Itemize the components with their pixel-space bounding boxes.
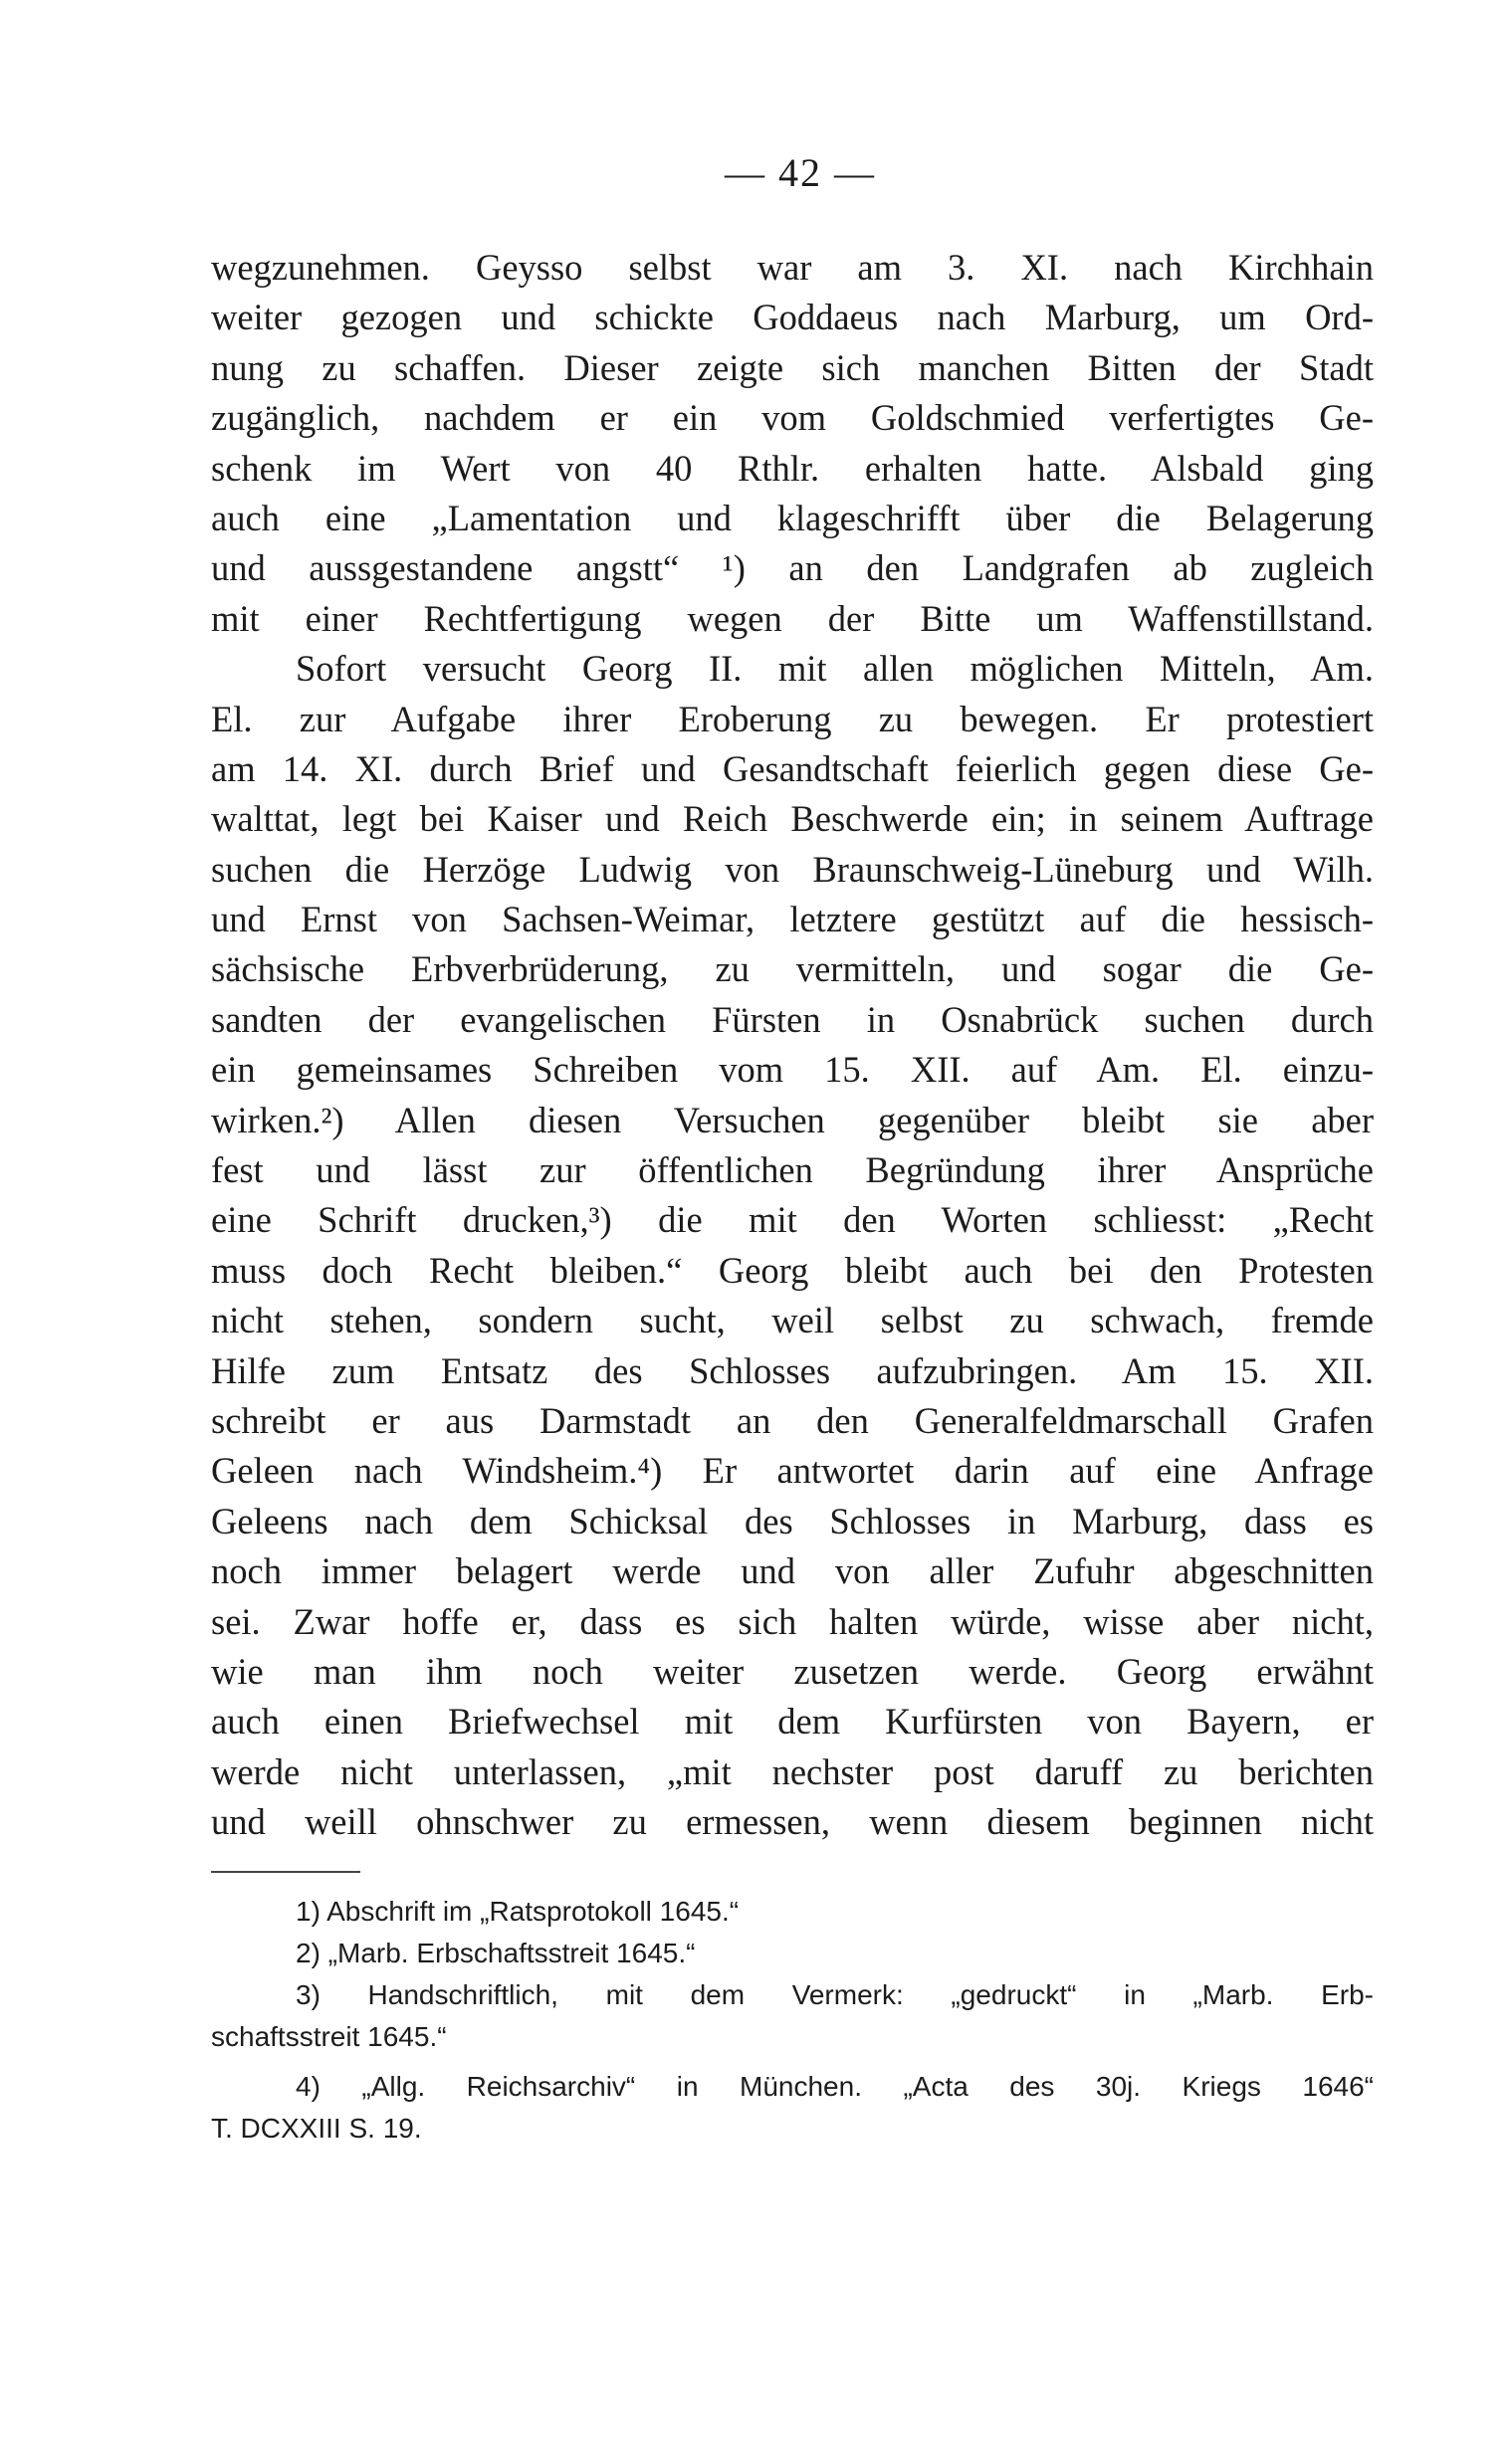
text-line: auch eine „Lamentation und klageschrifft über die Belagerung [211,497,1374,538]
text-line: Geleens nach dem Schicksal des Schlosses in Marburg, dass es [211,1500,1374,1541]
text-line: wie man ihm noch weiter zusetzen werde. Georg erwähnt [211,1650,1374,1692]
footnote-4-continued: T. DCXXIII S. 19. [211,2113,422,2144]
text-line: schenk im Wert von 40 Rthlr. erhalten hatte. Alsbald ging [211,447,1374,489]
text-line: fest und lässt zur öffentlichen Begründung ihrer Ansprüche [211,1149,1374,1191]
footnote-divider [211,1871,360,1873]
text-line: wegzunehmen. Geysso selbst war am 3. XI. nach Kirchhain [211,247,1374,288]
text-line: zugänglich, nachdem er ein vom Goldschmied verfertigtes Ge- [211,397,1374,439]
footnotes [211,1891,1374,2150]
text-line: eine Schrift drucken,³) die mit den Worten schliesst: „Recht [211,1199,1374,1241]
text-line: sandten der evangelischen Fürsten in Osnabrück suchen durch [211,998,1374,1040]
text-line: nicht stehen, sondern sucht, weil selbst zu schwach, fremde [211,1300,1374,1341]
text-line: noch immer belagert werde und von aller Zufuhr abgeschnitten [211,1550,1374,1592]
text-line: mit einer Rechtfertigung wegen der Bitte um Waffenstillstand. [211,597,1374,639]
text-line: El. zur Aufgabe ihrer Eroberung zu bewegen. Er protestiert [211,698,1374,739]
text-line: sei. Zwar hoffe er, dass es sich halten würde, wisse aber nicht, [211,1600,1374,1642]
footnote-3: 3) Handschriftlich, mit dem Vermerk: „gedruckt“ in „Marb. Erb- [296,1979,1374,2010]
text-line: Geleen nach Windsheim.⁴) Er antwortet darin auf eine Anfrage [211,1450,1374,1492]
text-line: am 14. XI. durch Brief und Gesandtschaft feierlich gegen diese Ge- [211,747,1374,789]
text-line: Sofort versucht Georg II. mit allen möglichen Mitteln, Am. [296,648,1374,690]
text-line: ein gemeinsames Schreiben vom 15. XII. auf Am. El. einzu- [211,1049,1374,1091]
text-line: weiter gezogen und schickte Goddaeus nach Marburg, um Ord- [211,297,1374,338]
page-number: — 42 — [725,150,876,195]
text-line: und aussgestandene angstt“ ¹) an den Landgrafen ab zugleich [211,547,1374,589]
body-text [211,243,1374,1848]
footnote-3-continued: schaftsstreit 1645.“ [211,2021,447,2052]
text-line: und Ernst von Sachsen-Weimar, letztere gestützt auf die hessisch- [211,899,1374,940]
text-line: muss doch Recht bleiben.“ Georg bleibt auch bei den Protesten [211,1249,1374,1291]
text-line: auch einen Briefwechsel mit dem Kurfürsten von Bayern, er [211,1701,1374,1743]
text-line: werde nicht unterlassen, „mit nechster post daruff zu berichten [211,1750,1374,1792]
footnote-1: 1) Abschrift im „Ratsprotokoll 1645.“ [296,1896,740,1927]
text-line: und weill ohnschwer zu ermessen, wenn diesem beginnen nicht [211,1801,1374,1843]
text-line: nung zu schaffen. Dieser zeigte sich manchen Bitten der Stadt [211,346,1374,388]
text-line: sächsische Erbverbrüderung, zu vermitteln, und sogar die Ge- [211,948,1374,990]
footnote-4: 4) „Allg. Reichsarchiv“ in München. „Acta des 30j. Kriegs 1646“ [296,2071,1374,2102]
text-line: wirken.²) Allen diesen Versuchen gegenüber bleibt sie aber [211,1099,1374,1140]
text-line: suchen die Herzöge Ludwig von Braunschweig-Lüneburg und Wilh. [211,848,1374,890]
text-line: Hilfe zum Entsatz des Schlosses aufzubringen. Am 15. XII. [211,1349,1374,1391]
text-line: walttat, legt bei Kaiser und Reich Beschwerde ein; in seinem Auftrage [211,798,1374,840]
footnote-2: 2) „Marb. Erbschaftsstreit 1645.“ [296,1938,696,1968]
text-line: schreibt er aus Darmstadt an den Generalfeldmarschall Grafen [211,1399,1374,1441]
